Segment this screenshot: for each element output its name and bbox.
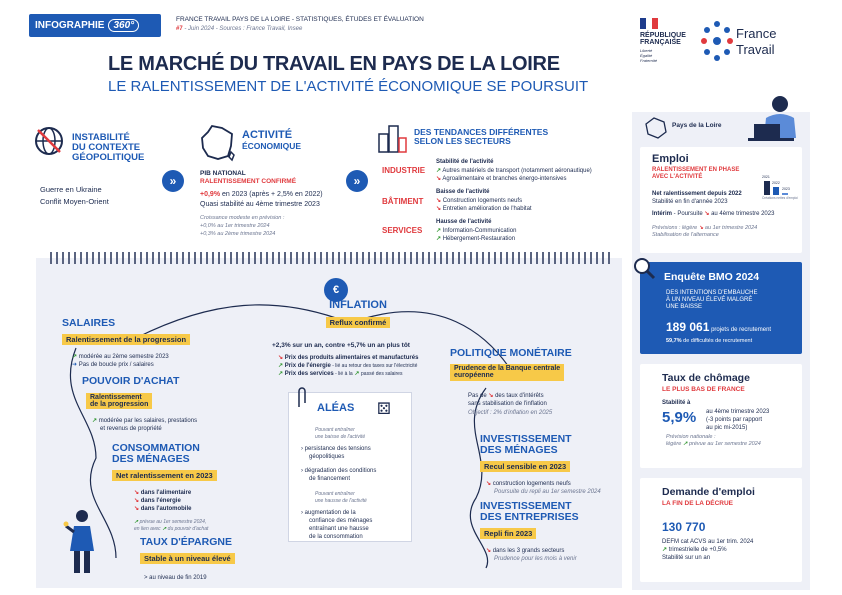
pouvoir-lines — [82, 417, 242, 433]
france-travail-dots-icon — [700, 20, 734, 64]
inve-lines — [480, 547, 620, 563]
epargne-block — [140, 537, 290, 582]
pm-tag-2: européenne — [454, 372, 494, 380]
conso-prev-2 — [134, 526, 282, 533]
emploi-l2: Stabilité en fin d'année 2023 — [652, 199, 728, 205]
aleas-card — [288, 392, 412, 542]
aleas-i2-1 — [301, 467, 376, 475]
aleas-title: ALÉAS — [317, 402, 355, 414]
rf-line1: RÉPUBLIQUE — [640, 32, 686, 39]
inve-block — [480, 501, 620, 563]
aleas-i1-2: géopolitiques — [309, 454, 345, 461]
up-arrow-icon: ↗ — [278, 371, 284, 378]
inve-title-1: INVESTISSEMENT — [480, 500, 572, 512]
inflation-item-text: - lié au retour des taxes sur l'électricité — [330, 363, 418, 370]
aleas-i2-2: de financement — [309, 476, 351, 483]
pib-prev — [200, 215, 284, 239]
pm-lines — [450, 392, 610, 416]
sector-item — [436, 197, 522, 205]
bmo-t1: projets de recrutement — [711, 327, 772, 333]
rf-line2: FRANÇAISE — [640, 39, 681, 46]
sector-item-text: Autres matériels de transport (notamment aéronautique) — [442, 168, 592, 174]
geo-title-1: INSTABILITÉ — [72, 132, 130, 143]
geo-line-2: Conflit Moyen-Orient — [40, 197, 109, 206]
emploi-card — [640, 147, 802, 253]
pm-l3: Objectif : 2% d'inflation en 2025 — [468, 409, 553, 416]
arrow-2-icon: » — [346, 170, 368, 192]
pm-block — [450, 348, 610, 417]
inve-l1 — [486, 547, 620, 555]
down-arrow-icon: ↘ — [134, 490, 140, 497]
chevron-right-icon: › — [301, 510, 303, 516]
pouvoir-block — [82, 376, 242, 433]
inflation-title: INFLATION — [329, 299, 387, 311]
issue-line — [176, 26, 302, 32]
mini-label-2023: 2023 — [782, 187, 790, 191]
mini-bar-2021 — [764, 181, 770, 195]
rf-motto-3: Fraternité — [640, 58, 658, 63]
chevron-right-icon: › — [301, 446, 303, 452]
chomage-card — [640, 364, 802, 468]
conso-title — [112, 443, 282, 465]
arrow-1-icon: » — [162, 170, 184, 192]
ft-line1: France — [736, 26, 777, 41]
chom-t3: au pic mi-2015) — [706, 425, 748, 432]
emploi-p1-text: Prévisions : légère — [652, 225, 698, 231]
down-arrow-icon: ↘ — [134, 498, 140, 505]
aleas-i1-1 — [301, 445, 371, 453]
dice-icon: ⚄ — [377, 401, 391, 418]
emploi-l3c-text: au 4ème trimestre 2023 — [711, 211, 775, 217]
bmo-line1 — [666, 320, 771, 334]
magnifier-icon — [632, 256, 656, 280]
down-arrow-icon: ↘ — [134, 506, 140, 513]
inflation-item-text: - lié à la — [333, 371, 353, 378]
issue-number: #7 — [176, 26, 183, 32]
france-travail-logo — [700, 20, 810, 70]
rf-motto-2: Égalité — [640, 53, 653, 58]
pib-line1 — [200, 191, 323, 198]
pm-l1 — [468, 392, 610, 400]
sector-services — [382, 218, 622, 248]
aleas-p2 — [315, 491, 367, 505]
sector-head: Baisse de l'activité — [436, 189, 490, 195]
pouvoir-tag-2: de la progression — [90, 401, 149, 409]
epargne-title: TAUX D'ÉPARGNE — [140, 536, 232, 548]
france-map-icon — [198, 122, 238, 162]
pouvoir-tag-1: Ralentissement — [90, 394, 142, 402]
geo-title-2: DU CONTEXTE — [72, 141, 141, 153]
aleas-i3-1 — [301, 509, 372, 517]
salaires-l1 — [62, 353, 262, 361]
invm-title-2: DES MÉNAGES — [480, 444, 558, 457]
sect-title-1: DES TENDANCES DIFFÉRENTES — [414, 127, 549, 137]
inflation-head: +2,3% sur un an, contre +5,7% un an plus tôt — [272, 342, 410, 349]
emploi-p1 — [652, 225, 757, 232]
inve-l1-text: dans les 3 grands secteurs — [492, 548, 565, 555]
sector-item-text: Construction logements neufs — [442, 198, 523, 204]
bmo-line2 — [666, 338, 752, 344]
pib-tag: RALENTISSEMENT CONFIRMÉ — [200, 178, 297, 185]
sector-item — [436, 175, 566, 183]
up-arrow-icon: ↗ — [436, 168, 442, 174]
mini-note: Créations nettes d'emploi — [762, 196, 798, 200]
invm-l1 — [486, 480, 620, 488]
up-arrow-icon: ↗ — [662, 547, 668, 554]
pib-prev-3: +0,3% au 2ème trimestre 2024 — [200, 230, 276, 237]
mini-label-2021: 2021 — [762, 175, 770, 179]
pm-l1b-text: des taux d'intérêts — [495, 393, 544, 400]
inflation-item-text-2: passé des salaires — [361, 371, 403, 378]
aleas-i3-3: entraînant une hausse — [309, 526, 369, 533]
org-line: FRANCE TRAVAIL PAYS DE LA LOIRE - STATISTIQUES, ÉTUDES ET ÉVALUATION — [176, 16, 424, 23]
region-map-icon — [642, 114, 668, 140]
down-arrow-icon: ↘ — [436, 198, 442, 204]
aleas-p1 — [315, 427, 365, 441]
pm-tag-1: Prudence de la Banque centrale — [454, 365, 561, 373]
sector-item-text: Entretien amélioration de l'habitat — [442, 206, 532, 212]
aleas-p2-2: une hausse de l'activité — [315, 497, 367, 504]
salaires-l1-text: modérée au 2ème semestre 2023 — [78, 354, 169, 361]
inflation-item-bold: Prix des produits alimentaires et manufacturés — [284, 355, 419, 361]
badge-label: INFOGRAPHIE — [35, 20, 105, 31]
up-arrow-icon: ↗ — [682, 441, 688, 448]
pib-value: +0,9% — [200, 191, 221, 198]
inflation-block — [268, 300, 448, 330]
conso-tag: Net ralentissement en 2023 — [112, 470, 217, 481]
bmo-n1: 189 061 — [666, 320, 710, 334]
geo-line-1: Guerre en Ukraine — [40, 185, 102, 194]
right-arrow-icon: ➜ — [72, 362, 78, 369]
down-arrow-icon: ↘ — [486, 481, 492, 488]
sector-name: SERVICES — [382, 226, 423, 235]
up-arrow-icon: ↗ — [436, 228, 442, 234]
up-arrow-icon: ↗ — [72, 354, 78, 361]
aleas-i2-1-text: dégradation des conditions — [304, 468, 377, 474]
bmo-title: Enquête BMO 2024 — [664, 271, 760, 283]
dem-title: Demande d'emploi — [662, 486, 755, 498]
inflation-item — [278, 370, 462, 378]
sector-batiment — [382, 188, 622, 218]
conso-title-1: CONSOMMATION — [112, 442, 200, 454]
pm-l1-text: Pas de — [468, 393, 487, 400]
sector-item — [436, 235, 515, 243]
down-arrow-icon: ↘ — [278, 355, 284, 361]
region-label: Pays de la Loire — [672, 122, 722, 129]
chom-p1: Prévision nationale : — [666, 434, 716, 440]
bmo-tag-2: À UN NIVEAU ÉLEVÉ MALGRÉ — [666, 297, 753, 304]
up-arrow-icon: ↗ — [92, 418, 98, 425]
emploi-l3-bold: Intérim — [652, 211, 673, 217]
sector-head: Hausse de l'activité — [436, 219, 492, 225]
inflation-item — [278, 362, 462, 370]
salaires-title: SALAIRES — [62, 317, 116, 329]
invm-tag: Recul sensible en 2023 — [480, 461, 570, 472]
mini-label-2022: 2022 — [772, 181, 780, 185]
invm-title — [480, 434, 620, 456]
emploi-p1b-text: au 1er trimestre 2024 — [704, 225, 758, 231]
pouvoir-title: POUVOIR D'ACHAT — [82, 375, 180, 387]
inflation-details — [272, 342, 462, 378]
inve-tag: Repli fin 2023 — [480, 528, 536, 539]
invm-l2: Poursuite du repli au 1er semestre 2024 — [494, 489, 601, 496]
conso-block — [112, 443, 282, 533]
sector-item-text: Agroalimentaire et branches énergo-intensives — [442, 176, 567, 182]
sector-head: Stabilité de l'activité — [436, 159, 494, 165]
salaires-block — [62, 318, 262, 369]
person-laptop-icon — [740, 92, 810, 144]
woman-speaker-icon — [60, 506, 100, 576]
emploi-p2: Stabilisation de l'alternance — [652, 232, 719, 239]
chom-p3: prévue au 1er semestre 2024 — [688, 441, 761, 448]
emploi-tag-1: RALENTISSEMENT EN PHASE — [652, 167, 740, 173]
pouvoir-tag — [86, 393, 152, 409]
conso-item-text: dans l'énergie — [140, 498, 181, 505]
dem-l1: DEFM cat ACVS au 1er trim. 2024 — [662, 539, 754, 545]
emploi-l3 — [652, 210, 774, 218]
aleas-i3-1-text: augmentation de la — [304, 510, 356, 516]
up-arrow-icon: ↗ — [354, 371, 360, 378]
mini-bar-2022 — [773, 187, 779, 195]
geo-title — [72, 133, 144, 163]
infographie-badge — [29, 14, 161, 37]
dem-n: 130 770 — [662, 520, 706, 534]
chom-p2: légère — [666, 441, 682, 448]
pm-title: POLITIQUE MONÉTAIRE — [450, 347, 572, 359]
pib-prev-2: +0,0% au 1er trimestre 2024 — [200, 222, 270, 229]
dem-l2: trimestrielle de +0,5% — [668, 547, 727, 554]
inve-title-2: DES ENTREPRISES — [480, 511, 579, 524]
sector-name: BÂTIMENT — [382, 197, 424, 206]
inflation-icon: € — [332, 284, 340, 296]
conso-prev — [112, 519, 282, 533]
down-arrow-icon: ↘ — [488, 393, 494, 400]
pib-line2: Quasi stabilité au 4ème trimestre 2023 — [200, 201, 320, 208]
aleas-i3 — [301, 509, 372, 541]
bmo-card — [640, 262, 802, 354]
inflation-item-bold: Prix des services — [284, 371, 334, 378]
chom-tag: LE PLUS BAS DE FRANCE — [662, 386, 745, 393]
demande-card — [640, 478, 802, 582]
conso-item — [134, 489, 282, 497]
badge-360: 360° — [108, 19, 139, 32]
page-subtitle: LE RALENTISSEMENT DE L'ACTIVITÉ ÉCONOMIQUE SE POURSUIT — [108, 78, 589, 95]
epargne-l1: > au niveau de fin 2019 — [144, 575, 207, 582]
sector-item — [436, 227, 516, 235]
down-arrow-icon: ↘ — [704, 211, 710, 217]
chom-prev — [666, 434, 761, 449]
issue-sub: - Juin 2024 - Sources : France Travail, Insee — [182, 26, 303, 32]
aleas-i1 — [301, 445, 371, 461]
salaires-l2-text: Pas de boucle prix / salaires — [78, 362, 154, 369]
sector-item-text: Hébergement-Restauration — [442, 236, 516, 242]
down-arrow-icon: ↘ — [698, 225, 704, 231]
conso-item-text: dans l'alimentaire — [140, 490, 192, 497]
inflation-item — [278, 354, 462, 362]
pib-prev-1: Croissance modeste en prévision : — [200, 215, 285, 221]
invm-l1-text: construction logements neufs — [492, 481, 571, 488]
aleas-i3-4: de la consommation — [309, 534, 363, 541]
bmo-tag — [666, 290, 758, 312]
header — [0, 14, 842, 109]
emploi-l1: Net ralentissement depuis 2022 — [652, 191, 742, 197]
conso-prev-3-text: du pouvoir d'achat — [167, 526, 209, 533]
dem-lines — [662, 538, 753, 562]
bmo-tag-1: DES INTENTIONS D'EMBAUCHE — [666, 290, 758, 296]
eco-title — [242, 130, 301, 150]
conso-title-2: DES MÉNAGES — [112, 453, 190, 466]
epargne-tag: Stable à un niveau élevé — [140, 553, 235, 564]
chom-stab: Stabilité à — [662, 400, 691, 406]
aleas-p1-2: une baisse de l'activité — [315, 433, 366, 440]
pm-tag — [450, 364, 564, 381]
eco-title-1: ACTIVITÉ — [242, 129, 293, 141]
top-band — [28, 118, 624, 253]
dem-l3: Stabilité sur un an — [662, 555, 711, 562]
sect-title-2: SELON LES SECTEURS — [414, 136, 511, 147]
sector-industrie — [382, 158, 622, 188]
right-column — [632, 112, 810, 590]
sector-item — [436, 205, 532, 213]
emploi-tag — [652, 167, 739, 181]
invm-block — [480, 434, 620, 496]
ft-line2: Travail — [736, 42, 775, 57]
dem-tag: LA FIN DE LA DÉCRUE — [662, 500, 734, 507]
emploi-title: Emploi — [652, 153, 689, 165]
pib-label: PIB NATIONAL — [200, 170, 246, 177]
down-arrow-icon: ↘ — [486, 548, 492, 555]
aleas-p1-1: Pouvant entraîner — [315, 427, 355, 433]
chom-pct: 5,9% — [662, 409, 697, 426]
chom-detail — [706, 408, 769, 432]
chom-t2: (-3 points par rapport — [706, 417, 763, 424]
sect-title — [414, 128, 548, 147]
conso-item — [134, 505, 282, 513]
geo-title-3: GÉOPOLITIQUE — [72, 151, 145, 163]
emploi-tag-2: AVEC L'ACTIVITÉ — [652, 173, 703, 180]
bmo-tag-3: UNE BAISSE — [666, 304, 703, 311]
emploi-prev — [652, 225, 757, 240]
up-arrow-icon: ↗ — [436, 236, 442, 242]
chom-title: Taux de chômage — [662, 372, 750, 384]
bmo-n2: 59,7% — [666, 338, 682, 344]
salaires-l2 — [62, 361, 262, 369]
globe-icon — [32, 124, 66, 158]
bmo-t2: de difficultés de recrutement — [683, 338, 753, 344]
up-arrow-icon: ↗ — [162, 526, 167, 533]
down-arrow-icon: ↘ — [436, 176, 442, 182]
geo-lines — [40, 184, 109, 208]
inflation-item-bold: Prix de l'énergie — [284, 363, 331, 370]
marianne-icon — [640, 18, 658, 29]
down-arrow-icon: ↘ — [436, 206, 442, 212]
aleas-p2-1: Pouvant entraîner — [315, 491, 355, 497]
aleas-i2 — [301, 467, 376, 483]
sector-item — [436, 167, 592, 175]
chom-p2-line — [666, 441, 761, 448]
pouvoir-l1 — [92, 417, 242, 425]
conso-items — [112, 489, 282, 513]
inflation-tag: Reflux confirmé — [326, 317, 391, 328]
pouvoir-l1-text: modérée par les salaires, prestations — [98, 418, 198, 425]
conso-prev-2-text: en lien avec — [134, 526, 161, 533]
aleas-i3-2: confiance des ménages — [309, 518, 373, 525]
invm-title-1: INVESTISSEMENT — [480, 433, 572, 445]
mini-bar-2023 — [782, 193, 788, 195]
inflation-items — [272, 354, 462, 378]
invm-lines — [480, 480, 620, 496]
up-arrow-icon: ↗ — [278, 363, 284, 370]
conso-item — [134, 497, 282, 505]
up-arrow-icon: ↗ — [134, 519, 139, 526]
sector-item-text: Information-Communication — [442, 228, 517, 234]
buildings-icon — [376, 122, 408, 154]
inve-title — [480, 501, 620, 523]
rf-motto-1: Liberté — [640, 48, 653, 53]
aleas-i1-1-text: persistance des tensions — [304, 446, 371, 452]
pib-l1-text: en 2023 (après + 2,5% en 2022) — [220, 191, 323, 198]
pouvoir-l2: et revenus de propriété — [100, 426, 162, 433]
dem-l2-line — [662, 546, 753, 554]
chom-t1: au 4ème trimestre 2023 — [706, 409, 770, 415]
salaires-tag: Ralentissement de la progression — [62, 334, 190, 345]
conso-item-text: dans l'automobile — [140, 506, 192, 513]
emploi-mini-chart — [762, 175, 798, 201]
pm-l2: sans stabilisation de l'inflation — [468, 401, 547, 408]
chevron-right-icon: › — [301, 468, 303, 474]
conso-prev-1 — [134, 519, 282, 526]
conso-prev-1-text: prévue au 1er semestre 2024, — [139, 519, 207, 526]
eco-title-2: ÉCONOMIQUE — [242, 140, 302, 151]
page-title: LE MARCHÉ DU TRAVAIL EN PAYS DE LA LOIRE — [108, 53, 560, 75]
republique-logo — [640, 18, 700, 73]
sector-name: INDUSTRIE — [382, 166, 426, 175]
paperclip-icon — [295, 387, 307, 409]
emploi-l3-text: - Poursuite — [672, 211, 703, 217]
inve-l2: Prudence pour les mois à venir — [494, 556, 577, 563]
